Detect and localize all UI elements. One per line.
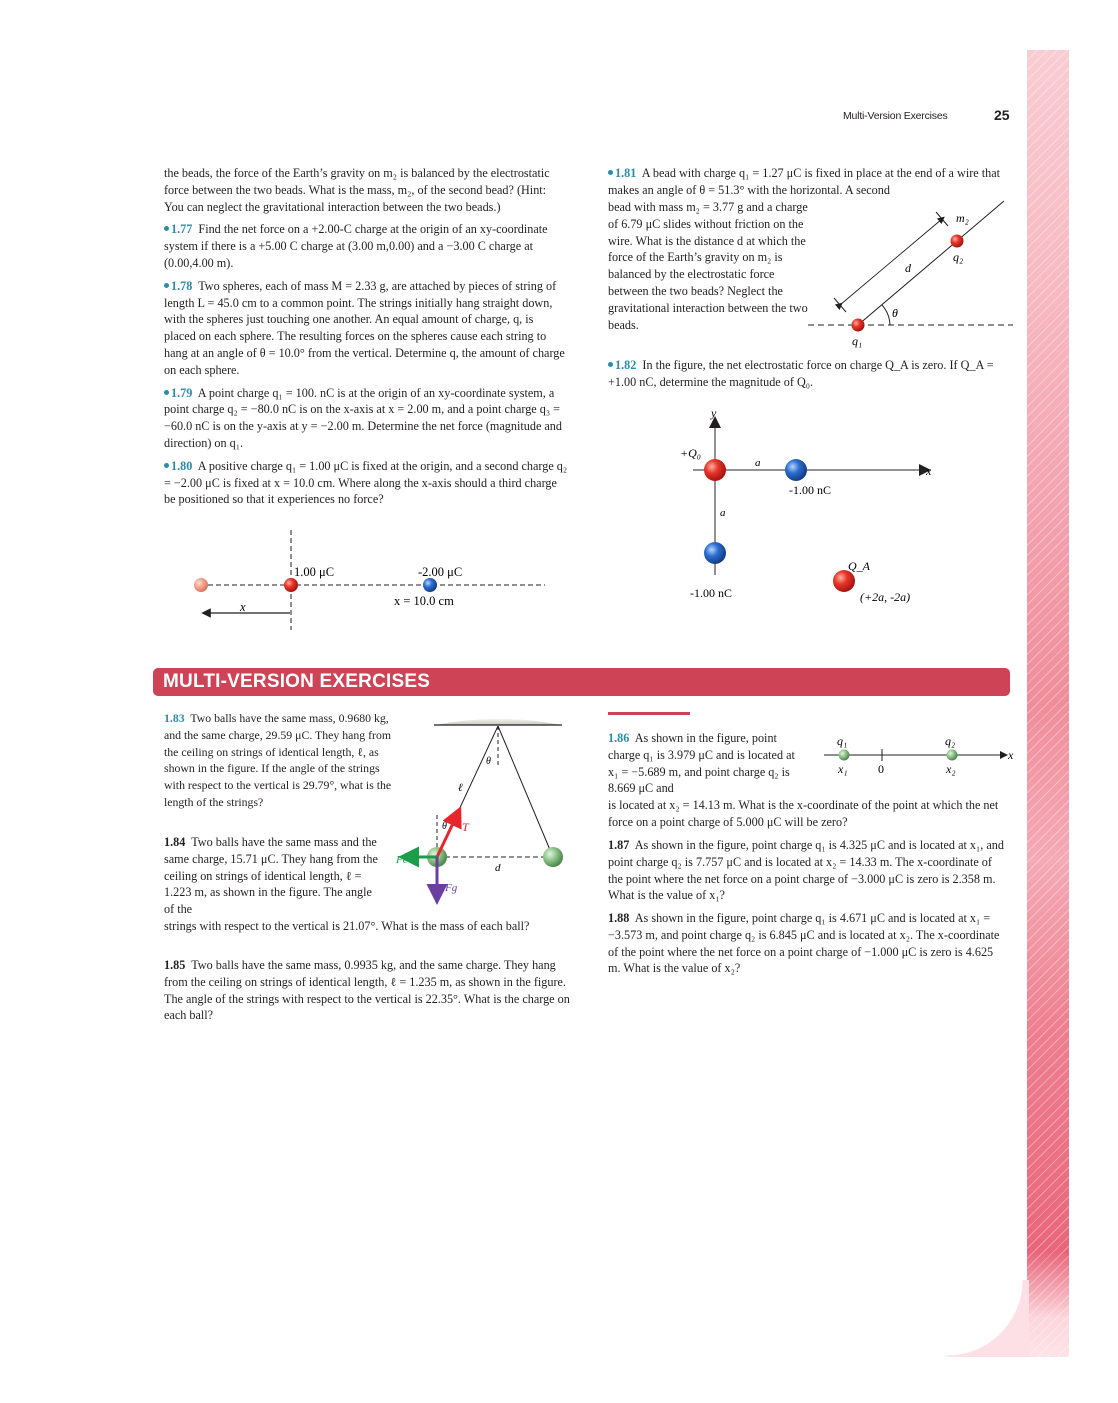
figure-1-80 bbox=[180, 530, 560, 640]
svg-text:θ: θ bbox=[892, 306, 898, 320]
problem-1-88: 1.88 As shown in the figure, point charge q₁ is 4.671 μC and is located at x₁ = −3.573 m, and point charge q₂ is 6.845 μC and is located at x₂. The x-coordinate of the point where the net force on a point charge of −1.000 μC is zero is 4.625 m. What is the value of x₂? bbox=[608, 911, 1000, 976]
running-head: Multi-Version Exercises bbox=[843, 110, 948, 122]
svg-text:Fg: Fg bbox=[445, 882, 458, 894]
problem-1-86-continued: is located at x₂ = 14.13 m. What is the x-coordinate of the point at which the net force on a point charge of 5.000 μC will be zero? bbox=[608, 798, 999, 829]
charge-q2-icon bbox=[947, 750, 958, 761]
svg-text:y: y bbox=[711, 406, 717, 420]
continuation-paragraph: the beads, the force of the Earth’s gravity on m₂ is balanced by the electrostatic force between the two beads. What is the mass, m₂, of the second bead? (Hint: You can neglect the gravitational interaction between the two beads.) bbox=[164, 166, 550, 214]
section-title: MULTI-VERSION EXERCISES bbox=[163, 671, 431, 692]
svg-text:q₁: q₁ bbox=[852, 334, 863, 348]
svg-text:ℓ: ℓ bbox=[458, 782, 463, 794]
problem-1-78: 1.78 Two spheres, each of mass M = 2.33 g, are attached by pieces of string of length L = 45.0 cm to a common point. The strings initially hang straight down, with the spheres just touching one another. An equal amount of charge, q, is placed on each sphere. The resulting forces on the spheres cause each string to hang at an angle of θ = 10.0° from the vertical. Determine q, the amount of charge on each sphere. bbox=[164, 278, 565, 377]
difficulty-bullet-icon bbox=[164, 390, 169, 395]
ceiling bbox=[435, 719, 562, 725]
pendulum-figure bbox=[370, 705, 590, 905]
charge-q0-icon bbox=[704, 459, 726, 481]
svg-text:0: 0 bbox=[878, 762, 884, 776]
section-header-bar bbox=[153, 668, 1010, 696]
svg-text:Fe: Fe bbox=[396, 854, 408, 866]
svg-text:-1.00 nC: -1.00 nC bbox=[690, 586, 732, 600]
figure-1-81 bbox=[808, 195, 1018, 350]
problem-1-80: 1.80 A positive charge q₁ = 1.00 μC is fixed at the origin, and a second charge q₂ = −2.00 μC is fixed at x = 10.0 cm. Where along the x-axis should a third charge be positioned so that it experiences no force? bbox=[164, 458, 568, 507]
red-rule-divider bbox=[608, 712, 690, 715]
difficulty-bullet-icon bbox=[608, 170, 613, 175]
third-charge-icon bbox=[194, 578, 208, 592]
svg-text:x: x bbox=[926, 464, 932, 478]
charge-q1-icon bbox=[839, 750, 850, 761]
svg-text:x: x bbox=[240, 600, 246, 614]
svg-text:m₂: m₂ bbox=[956, 211, 969, 225]
svg-text:1.00 μC: 1.00 μC bbox=[294, 565, 335, 579]
svg-text:q₂: q₂ bbox=[945, 734, 956, 748]
problem-1-79: 1.79 A point charge q₁ = 100. nC is at the origin of an xy-coordinate system, a point charge q₂ = −80.0 nC is on the x-axis at x = 2.00 m, and a point charge q₃ = −60.0 nC is on the y-axis at y = −2.00 m. Determine the net force (magnitude and direction) on q₁. bbox=[164, 385, 562, 450]
problem-1-86: 1.86 As shown in the figure, point charge q₁ is 3.979 μC and is located at x₁ = −5.689 m, and point charge q₂ is 8.669 μC and bbox=[608, 731, 795, 796]
negative-charge-icon bbox=[423, 578, 437, 592]
bead-q1-icon bbox=[852, 319, 865, 332]
svg-text:x = 10.0 cm: x = 10.0 cm bbox=[394, 594, 454, 608]
svg-text:a: a bbox=[720, 507, 726, 519]
problem-1-84: 1.84 Two balls have the same mass and the same charge, 15.71 μC. They hang from the ceiling on strings of identical length, ℓ = 1.223 m, as shown in the figure. The angle of the bbox=[164, 835, 378, 917]
svg-text:d: d bbox=[495, 862, 501, 874]
svg-text:-2.00 μC: -2.00 μC bbox=[418, 565, 463, 579]
svg-text:θ: θ bbox=[486, 756, 491, 767]
ball-right-icon bbox=[543, 847, 563, 867]
svg-text:θ: θ bbox=[442, 821, 447, 832]
figure-1-82 bbox=[660, 400, 960, 615]
bead-q2-icon bbox=[951, 235, 964, 248]
svg-text:q₂: q₂ bbox=[953, 250, 964, 264]
difficulty-bullet-icon bbox=[164, 283, 169, 288]
positive-charge-icon bbox=[284, 578, 298, 592]
problem-1-83: 1.83 Two balls have the same mass, 0.9680 kg, and the same charge, 29.59 μC. They hang from the ceiling on strings of identical length, ℓ, as shown in the figure. If the angle of the strings with respect to the vertical is 29.79°, what is the length of the strings? bbox=[164, 711, 392, 809]
svg-text:x₂: x₂ bbox=[946, 762, 956, 776]
charge-negative-x-icon bbox=[785, 459, 807, 481]
axis-figure bbox=[812, 730, 1017, 780]
decorative-strip-flare bbox=[947, 1280, 1029, 1357]
svg-text:q₁: q₁ bbox=[837, 734, 848, 748]
problem-1-85: 1.85 Two balls have the same mass, 0.9935 kg, and the same charge. They hang from the ceiling on strings of identical length, ℓ = 1.235 m, as shown in the figure. The angle of the strings with respect to the vertical is 22.35°. What is the charge on each ball? bbox=[164, 958, 570, 1023]
svg-text:x₁: x₁ bbox=[838, 762, 848, 776]
decorative-edge-strip bbox=[1027, 50, 1069, 1357]
problem-1-77: 1.77 Find the net force on a +2.00-C charge at the origin of an xy-coordinate system if there is a +5.00 C charge at (3.00 m,0.00) and a −3.00 C charge at (0.00,4.00 m). bbox=[164, 222, 548, 270]
page-number: 25 bbox=[994, 107, 1010, 123]
svg-text:(+2a, -2a): (+2a, -2a) bbox=[860, 590, 911, 604]
svg-text:a: a bbox=[755, 457, 761, 469]
svg-text:-1.00 nC: -1.00 nC bbox=[789, 483, 831, 497]
svg-text:d: d bbox=[905, 261, 911, 275]
svg-text:T: T bbox=[462, 820, 469, 834]
svg-text:x: x bbox=[1008, 748, 1014, 762]
problem-1-81-wrapped-text: bead with mass m₂ = 3.77 g and a charge of 6.79 μC slides without friction on the wire. What is the distance d at which the force of the Earth’s gravity on m₂ is balanced by the electrostatic force between the two beads? Neglect the gravitational interaction between the two beads. bbox=[608, 200, 808, 332]
difficulty-bullet-icon bbox=[164, 226, 169, 231]
problem-1-81: 1.81 A bead with charge q₁ = 1.27 μC is fixed in place at the end of a wire that makes an angle of θ = 51.3° with the horizontal. A second bbox=[608, 166, 1000, 197]
left-column bbox=[164, 165, 568, 514]
problem-1-87: 1.87 As shown in the figure, point charge q₁ is 4.325 μC and is located at x₁, and point charge q₂ is 7.757 μC and is located at x₂ = 14.33 m. The x-coordinate of the point where the net force on a point charge of −3.000 μC is zero is 2.358 m. What is the value of x₁? bbox=[608, 838, 1004, 903]
problem-1-84-continued: strings with respect to the vertical is 21.07°. What is the mass of each ball? bbox=[164, 919, 530, 933]
difficulty-bullet-icon bbox=[164, 463, 169, 468]
svg-text:+Q₀: +Q₀ bbox=[680, 446, 701, 460]
charge-qa-icon bbox=[833, 570, 855, 592]
svg-text:Q_A: Q_A bbox=[848, 559, 870, 573]
charge-negative-y-icon bbox=[704, 542, 726, 564]
problem-1-82: 1.82 In the figure, the net electrostatic force on charge Q_A is zero. If Q_A = +1.00 nC, determine the magnitude of Q₀. bbox=[608, 358, 994, 389]
difficulty-bullet-icon bbox=[608, 362, 613, 367]
